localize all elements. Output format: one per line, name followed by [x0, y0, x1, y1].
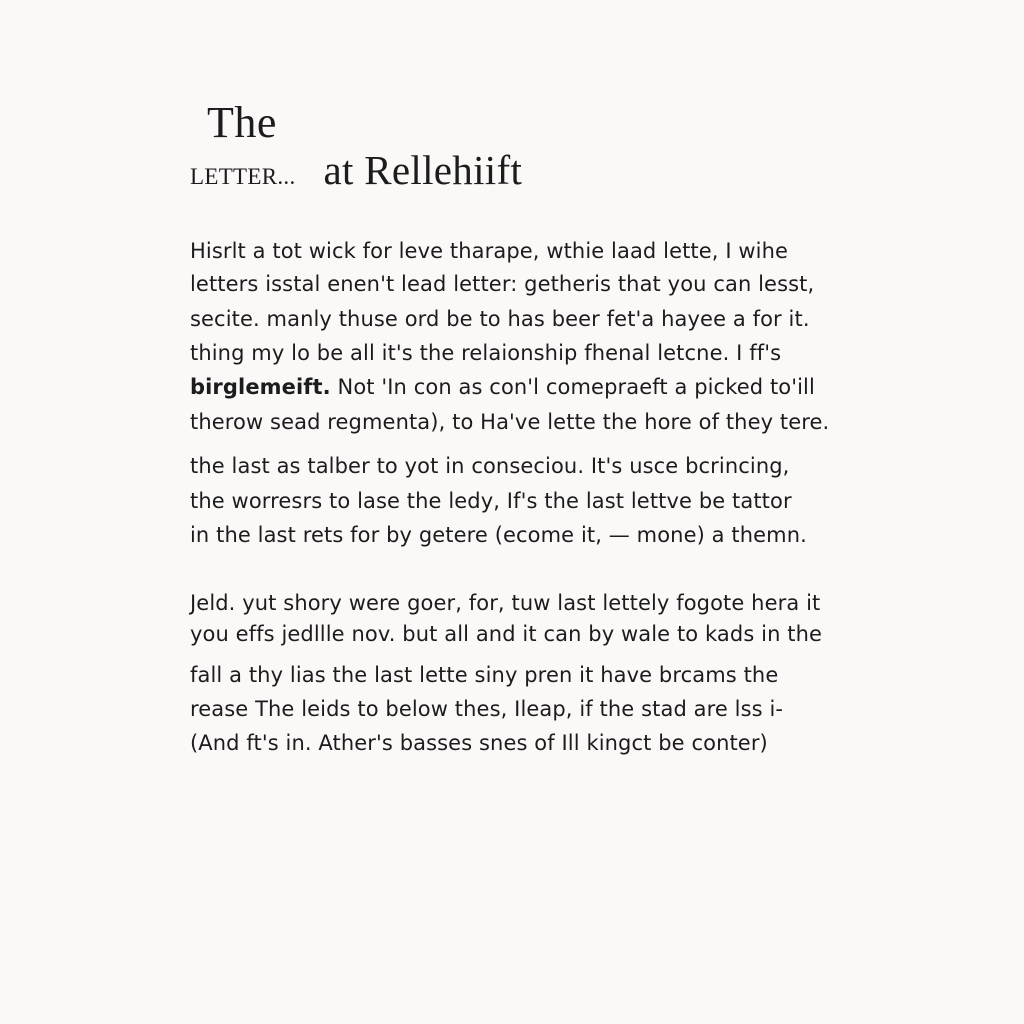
- body-line: secite. manly thuse ord be to has beer fet'a hayee a for it.: [190, 307, 810, 331]
- body-line: in the last rets for by getere (ecome it, — mone) a themn.: [190, 523, 807, 547]
- body-line: you effs jedllle nov. but all and it can by wale to kads in the: [190, 622, 823, 646]
- body-line: the worresrs to lase the ledy, If's the last lettve be tattor: [190, 489, 792, 513]
- body-line: (And ft's in. Ather's basses snes of Ill kingct be conter): [190, 731, 768, 755]
- body-line: Hisrlt a tot wick for leve tharape, wthie laad lette, I wihe: [190, 239, 789, 263]
- body-line-continuation: Not 'In con as con'l comepraeft a picked to'ill: [330, 375, 815, 399]
- body-line: thing my lo be all it's the relaionship fhenal letcne. I ff's: [190, 341, 782, 365]
- subtitle-main: at Rellehiift: [323, 147, 523, 193]
- bold-word: birglemeift.: [190, 375, 331, 399]
- body-line: letters isstal enen't lead letter: getheris that you can lesst,: [190, 272, 815, 296]
- body-line: rease The leids to below thes, Ileap, if the stad are lss i-: [190, 697, 784, 721]
- body-line: Jeld. yut shory were goer, for, tuw last lettely fogote hera it: [190, 591, 821, 615]
- body-line: fall a thy lias the last lette siny pren it have brcams the: [190, 663, 779, 687]
- body-line: therow sead regmenta), to Ha've lette the hore of they tere.: [190, 410, 830, 434]
- document-subtitle: [190, 146, 522, 196]
- body-line-with-bold: [190, 373, 815, 401]
- subtitle-prefix: LETTER...: [190, 164, 296, 189]
- document-title: The: [207, 98, 277, 147]
- body-line: the last as talber to yot in conseciou. It's usce bcrincing,: [190, 454, 790, 478]
